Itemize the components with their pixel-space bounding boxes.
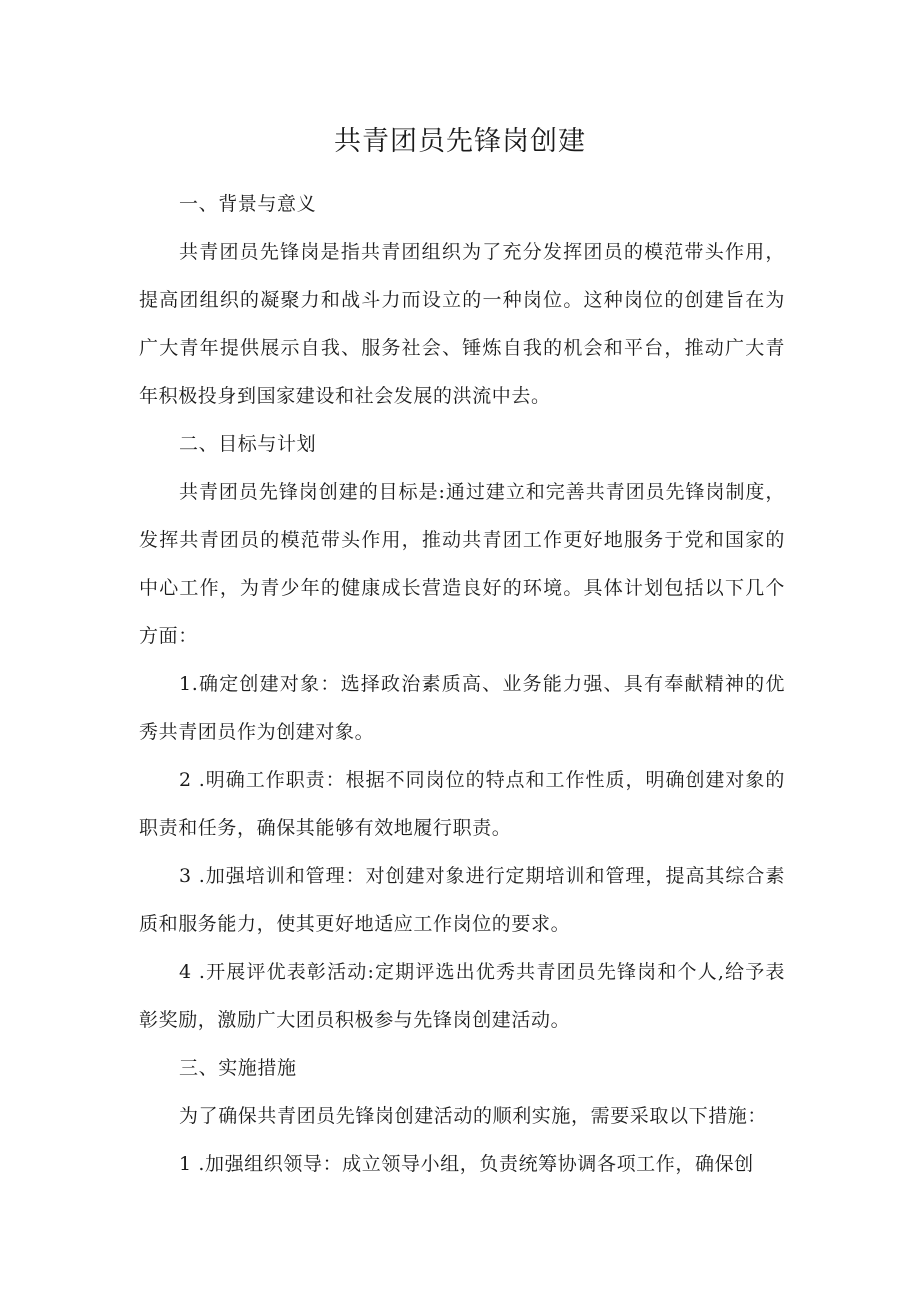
list-item-plan-4: 4 .开展评优表彰活动:定期评选出优秀共青团员先锋岗和个人,给予表彰奖励，激励广大团员积极参与先锋岗创建活动。 (139, 961, 785, 1031)
paragraph-measures-intro: 为了确保共青团员先锋岗创建活动的顺利实施，需要采取以下措施： (179, 1105, 768, 1127)
list-item-plan-1: 1.确定创建对象：选择政治素质高、业务能力强、具有奉献精神的优秀共青团员作为创建对象。 (139, 673, 785, 743)
list-item-measure-1: 1 .加强组织领导：成立领导小组，负责统筹协调各项工作，确保创 (179, 1153, 754, 1175)
section-heading-measures: 三、实施措施 (179, 1057, 297, 1079)
section-heading-background: 一、背景与意义 (179, 193, 317, 215)
document-body (139, 180, 785, 1188)
paragraph-goals: 共青团员先锋岗创建的目标是:通过建立和完善共青团员先锋岗制度，发挥共青团员的模范带头作用，推动共青团工作更好地服务于党和国家的中心工作，为青少年的健康成长营造良好的环境。具体计划包括以下几个方面： (139, 481, 785, 647)
list-item-plan-2: 2 .明确工作职责：根据不同岗位的特点和工作性质，明确创建对象的职责和任务，确保其能够有效地履行职责。 (139, 769, 785, 839)
section-heading-goals: 二、目标与计划 (179, 433, 317, 455)
list-item-plan-3: 3 .加强培训和管理：对创建对象进行定期培训和管理，提高其综合素质和服务能力，使其更好地适应工作岗位的要求。 (139, 865, 785, 935)
document-title: 共青团员先锋岗创建 (334, 126, 586, 157)
paragraph-background: 共青团员先锋岗是指共青团组织为了充分发挥团员的模范带头作用，提高团组织的凝聚力和战斗力而设立的一种岗位。这种岗位的创建旨在为广大青年提供展示自我、服务社会、锤炼自我的机会和平台，推动广大青年积极投身到国家建设和社会发展的洪流中去。 (139, 241, 785, 407)
